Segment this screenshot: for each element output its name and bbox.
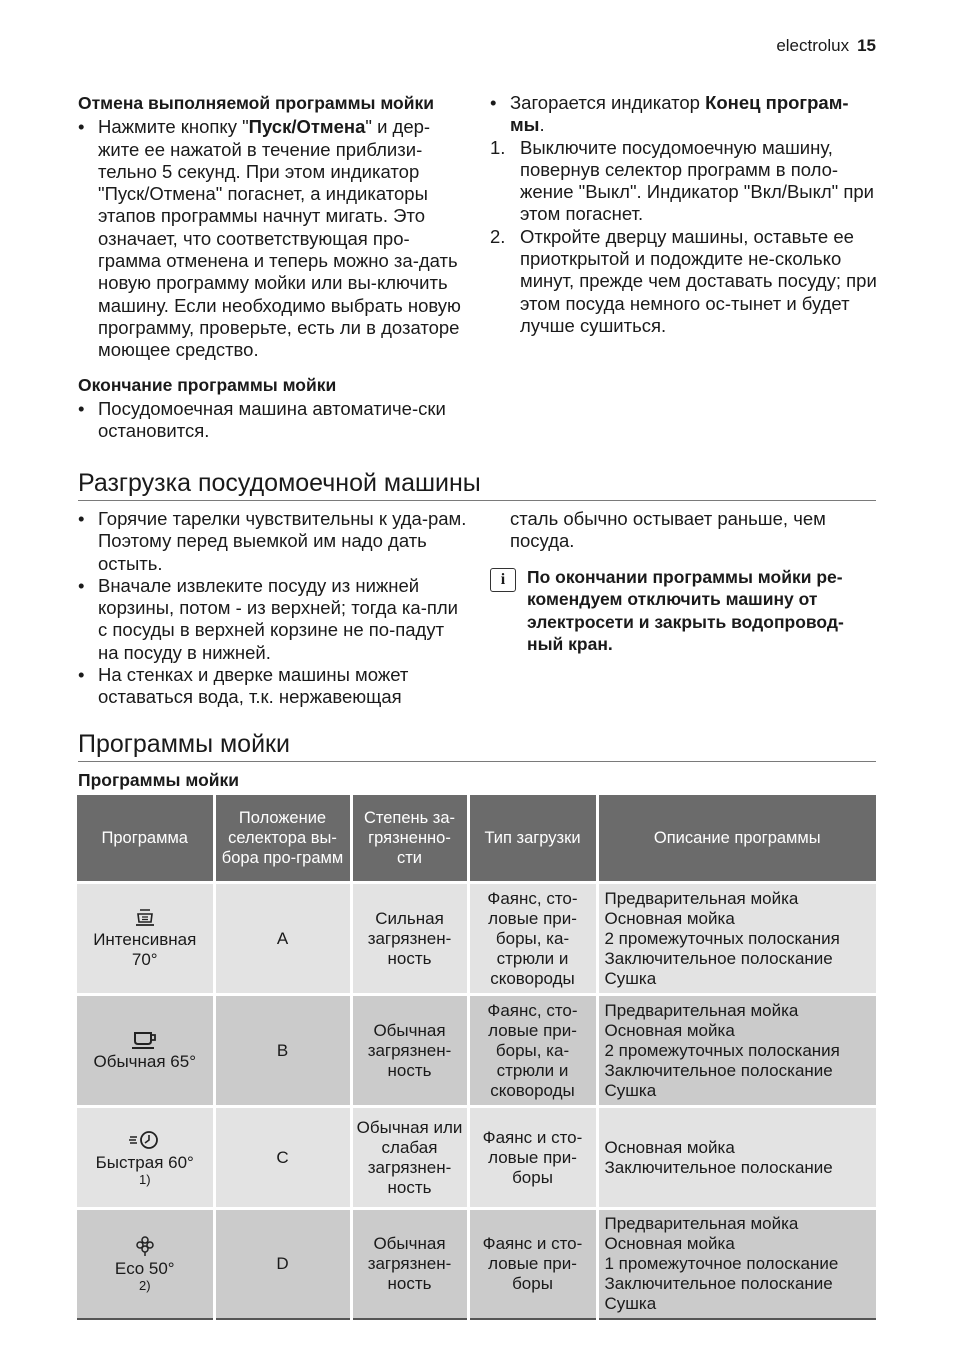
unload-bullet: • Горячие тарелки чувствительны к уда-рам. Поэтому перед выемкой им надо дать остыть. <box>78 508 468 575</box>
step-item: 2. Откройте дверцу машины, оставьте ее приоткрытой и подождите не-сколько минут, прежде чем доставать посуду; при этом посуда немного ос-тынет и будет лучше сушиться. <box>490 225 877 336</box>
cup-icon <box>130 1030 160 1050</box>
soil-cell: Обычная загрязнен-ность <box>351 1209 468 1320</box>
programs-section-title: Программы мойки <box>78 729 876 762</box>
programs-table <box>77 795 876 1320</box>
start-cancel-label: Пуск/Отмена <box>248 116 366 138</box>
program-cell <box>77 883 214 995</box>
load-cell: Фаянс и сто-ловые при-боры <box>468 1107 597 1209</box>
unload-bullet: • На стенках и дверке машины может оставаться вода, т.к. нержавеющая <box>78 664 468 709</box>
unload-continuation: сталь обычно остывает раньше, чем посуда. <box>510 508 826 552</box>
unload-list <box>78 508 468 709</box>
program-name: Обычная 65° <box>93 1051 196 1071</box>
table-row <box>77 883 876 995</box>
page-number: 15 <box>857 36 876 55</box>
unload-left-column <box>78 508 468 709</box>
eco-flower-icon <box>133 1235 157 1257</box>
position-cell: C <box>214 1107 351 1209</box>
program-footnote: 1) <box>138 1171 151 1187</box>
description-cell: Основная мойка Заключительное полоскание <box>597 1107 876 1209</box>
soil-cell: Обычная загрязнен-ность <box>351 995 468 1107</box>
table-header-row <box>77 795 876 883</box>
end-bullet: • Посудомоечная машина автоматиче-ски остановится. <box>78 398 468 443</box>
indicator-list <box>490 92 880 137</box>
table-row <box>77 1107 876 1209</box>
end-title: Окончание программы мойки <box>78 374 337 395</box>
position-cell: D <box>214 1209 351 1320</box>
cancel-bullet: • Нажмите кнопку "Пуск/Отмена" и дер-жите ее нажатой в течение приблизи-тельно 5 секунд. При этом индикатор "Пуск/Отмена" погаснет, а индикаторы этапов программы начнут мигать. Это означает, что соответствующая про-грамма отменена и теперь можно за-дать новую программу мойки или вы-ключить машину. Если необходимо выбрать новую программу, проверьте, есть ли в дозаторе моющее средство. <box>78 116 468 361</box>
header-position: Положение селектора вы-бора про-грамм <box>214 795 351 883</box>
end-indicator-label: Конец програм-мы <box>510 92 849 136</box>
program-cell <box>77 1209 214 1320</box>
step-item: 1. Выключите посудомоечную машину, повернув селектор программ в поло-жение "Выкл". Индикатор "Вкл/Выкл" при этом погаснет. <box>490 136 875 225</box>
steps-list <box>490 137 880 338</box>
right-column-top <box>490 92 880 337</box>
info-note-text: По окончании программы мойки ре-комендуем отключить машину от электросети и закрыть водопровод-ный кран. <box>527 567 844 654</box>
load-cell: Фаянс, сто-ловые при-боры, ка-стрюли и сковороды <box>468 883 597 995</box>
brand-name: electrolux <box>776 36 850 55</box>
program-cell <box>77 995 214 1107</box>
program-name: Интенсивная 70° <box>93 929 197 969</box>
programs-subtitle: Программы мойки <box>78 770 240 790</box>
table-row <box>77 1209 876 1320</box>
description-cell: Предварительная мойка Основная мойка 2 промежуточных полоскания Заключительное полоскание Сушка <box>597 883 876 995</box>
header-description: Описание программы <box>597 795 876 883</box>
end-list <box>78 398 468 443</box>
unload-bullet: • Вначале извлеките посуду из нижней корзины, потом - из верхней; тогда ка-пли с посуды в верхней корзине не по-падут на посуду в нижней. <box>78 575 468 664</box>
header-soil: Степень за-грязненно-сти <box>351 795 468 883</box>
program-footnote: 2) <box>138 1278 151 1293</box>
program-name: Быстрая 60° <box>95 1152 194 1172</box>
info-icon: i <box>490 568 516 592</box>
position-cell: B <box>214 995 351 1107</box>
soil-cell: Сильная загрязнен-ность <box>351 883 468 995</box>
load-cell: Фаянс и сто-ловые при-боры <box>468 1209 597 1320</box>
header-program: Программа <box>77 795 214 883</box>
intensive-pot-icon <box>134 908 156 928</box>
left-column-top <box>78 92 468 442</box>
info-note <box>490 566 880 655</box>
cancel-list <box>78 116 468 361</box>
program-name: Eco 50° <box>114 1259 175 1278</box>
soil-cell: Обычная или слабая загрязнен-ность <box>351 1107 468 1209</box>
indicator-bullet: • Загорается индикатор Конец програм-мы. <box>490 92 880 137</box>
cancel-title: Отмена выполняемой программы мойки <box>78 93 435 113</box>
load-cell: Фаянс, сто-ловые при-боры, ка-стрюли и сковороды <box>468 995 597 1107</box>
page-header <box>776 36 876 56</box>
quick-clock-icon <box>127 1129 163 1151</box>
unload-section-title: Разгрузка посудомоечной машины <box>78 468 876 501</box>
table-row <box>77 995 876 1107</box>
header-load: Тип загрузки <box>468 795 597 883</box>
description-cell: Предварительная мойка Основная мойка 1 промежуточное полоскание Заключительное полоскание Сушка <box>597 1209 876 1320</box>
description-cell: Предварительная мойка Основная мойка 2 промежуточных полоскания Заключительное полоскание Сушка <box>597 995 876 1107</box>
program-cell <box>77 1107 214 1209</box>
position-cell: A <box>214 883 351 995</box>
